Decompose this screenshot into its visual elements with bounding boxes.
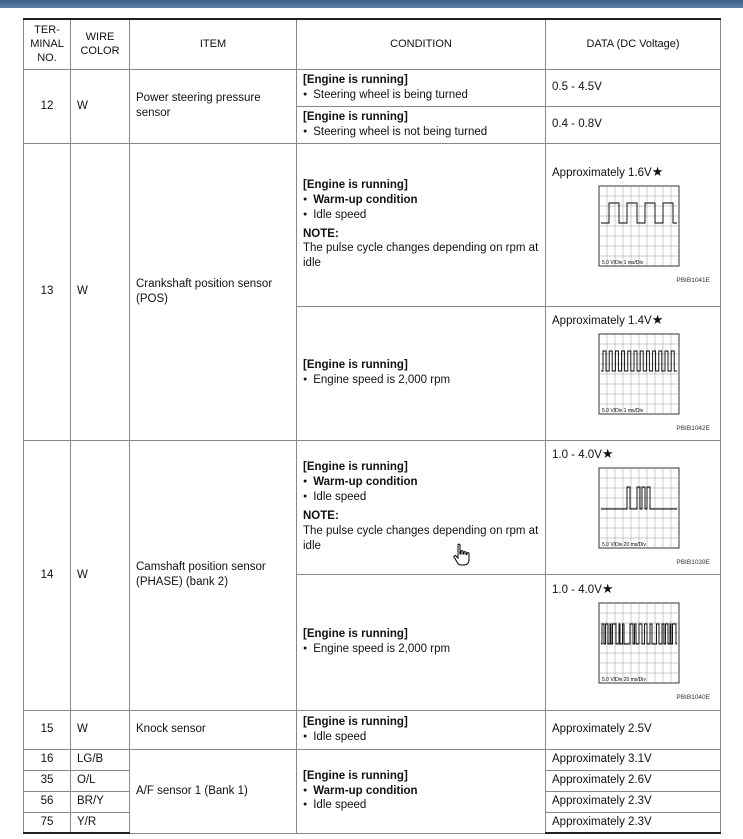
condition xyxy=(297,69,546,106)
condition xyxy=(297,710,546,749)
condition xyxy=(297,574,546,710)
note-text: The pulse cycle changes depending on rpm at idle xyxy=(303,524,539,552)
scope-scale-label: 5.0 V/Div 20 ms/Div xyxy=(602,677,646,684)
data-cell xyxy=(546,143,721,306)
terminal-no: 35 xyxy=(24,770,71,791)
item: Crankshaft position sensor (POS) xyxy=(130,143,297,440)
header-data: DATA (DC Voltage) xyxy=(546,19,721,69)
terminal-no: 13 xyxy=(24,143,71,440)
figure-id: PBIB1042E xyxy=(676,425,710,433)
terminal-no: 14 xyxy=(24,440,71,710)
figure-id: PBIB1041E xyxy=(676,276,710,284)
condition-bullet: ● Idle speed xyxy=(303,730,539,745)
data-value: Approximately 2.3V xyxy=(546,812,721,833)
wire-color: W xyxy=(71,69,130,143)
oscilloscope-waveform xyxy=(598,467,680,557)
data-value: 0.4 - 0.8V xyxy=(546,106,721,143)
data-value: Approximately 1.4V xyxy=(552,315,652,328)
data-cell xyxy=(546,306,721,440)
item: Knock sensor xyxy=(130,710,297,749)
terminal-no: 15 xyxy=(24,710,71,749)
data-value: Approximately 3.1V xyxy=(546,749,721,770)
wire-color: W xyxy=(71,440,130,710)
terminal-no: 12 xyxy=(24,69,71,143)
terminal-no: 56 xyxy=(24,791,71,812)
star-icon: ★ xyxy=(601,446,614,462)
condition-header: [Engine is running] xyxy=(303,715,408,728)
condition-bullet: ● Idle speed xyxy=(303,798,539,813)
item: A/F sensor 1 (Bank 1) xyxy=(130,749,297,833)
oscilloscope-waveform xyxy=(598,185,680,275)
table-row xyxy=(24,749,721,770)
scope-scale-label: 5.0 V/Div 20 ms/Div xyxy=(602,542,646,549)
item: Camshaft position sensor (PHASE) (bank 2) xyxy=(130,440,297,710)
condition-bullet: ● Idle speed xyxy=(303,490,539,505)
wire-color: LG/B xyxy=(71,749,130,770)
condition-header: [Engine is running] xyxy=(303,178,408,191)
condition xyxy=(297,106,546,143)
data-cell xyxy=(546,440,721,574)
data-value: Approximately 2.3V xyxy=(546,791,721,812)
header-item: ITEM xyxy=(130,19,297,69)
data-value: 1.0 - 4.0V xyxy=(552,584,602,597)
condition-header: [Engine is running] xyxy=(303,110,408,123)
condition-bullet: ● Idle speed xyxy=(303,208,539,223)
wire-color: W xyxy=(71,143,130,440)
header-terminal: TER- MINAL NO. xyxy=(24,19,71,69)
data-cell xyxy=(546,574,721,710)
data-value: Approximately 2.5V xyxy=(546,710,721,749)
wire-color: Y/R xyxy=(71,812,130,833)
note-label: NOTE: xyxy=(303,227,339,240)
terminal-no: 75 xyxy=(24,812,71,833)
condition xyxy=(297,306,546,440)
table-row xyxy=(24,440,721,574)
condition-bullet: ● Engine speed is 2,000 rpm xyxy=(303,373,539,388)
condition-bullet: ● Steering wheel is being turned xyxy=(303,88,539,103)
table-row xyxy=(24,69,721,106)
oscilloscope-waveform xyxy=(598,333,680,423)
wire-color: W xyxy=(71,710,130,749)
waveform-trace xyxy=(601,624,677,644)
hand-pointer-icon xyxy=(452,543,472,567)
condition xyxy=(297,143,546,306)
table-row xyxy=(24,710,721,749)
condition-bullet: ● Engine speed is 2,000 rpm xyxy=(303,642,539,657)
condition-header: [Engine is running] xyxy=(303,73,408,86)
wire-color: O/L xyxy=(71,770,130,791)
star-icon: ★ xyxy=(651,163,664,179)
star-icon: ★ xyxy=(651,312,664,328)
data-value: 1.0 - 4.0V xyxy=(552,449,602,462)
table-header-row xyxy=(24,19,721,69)
condition-bullet: ● Warm-up condition xyxy=(303,784,539,799)
star-icon: ★ xyxy=(601,581,614,597)
scope-scale-label: 5.0 V/Div 1 ms/Div xyxy=(602,259,644,266)
condition-header: [Engine is running] xyxy=(303,769,408,782)
note-text: The pulse cycle changes depending on rpm at idle xyxy=(303,242,539,270)
condition-bullet: ● Steering wheel is not being turned xyxy=(303,125,539,140)
terminal-no: 16 xyxy=(24,749,71,770)
header-condition: CONDITION xyxy=(297,19,546,69)
data-value: Approximately 2.6V xyxy=(546,770,721,791)
condition-header: [Engine is running] xyxy=(303,359,408,372)
condition xyxy=(297,440,546,574)
condition-header: [Engine is running] xyxy=(303,628,408,641)
scope-scale-label: 5.0 V/Div 1 ms/Div xyxy=(602,408,644,415)
condition-bullet: ● Warm-up condition xyxy=(303,193,539,208)
ecm-terminal-table xyxy=(23,18,721,834)
condition-header: [Engine is running] xyxy=(303,461,408,474)
figure-id: PBIB1039E xyxy=(676,559,710,567)
oscilloscope-waveform xyxy=(598,602,680,692)
wire-color: BR/Y xyxy=(71,791,130,812)
item: Power steering pressure sensor xyxy=(130,69,297,143)
table-row xyxy=(24,143,721,306)
top-window-bar xyxy=(0,0,743,8)
header-wire-color: WIRE COLOR xyxy=(71,19,130,69)
data-value: 0.5 - 4.5V xyxy=(546,69,721,106)
note-label: NOTE: xyxy=(303,510,339,522)
data-value: Approximately 1.6V xyxy=(552,166,652,179)
condition xyxy=(297,749,546,833)
figure-id: PBIB1040E xyxy=(676,694,710,702)
condition-bullet: ● Warm-up condition xyxy=(303,475,539,490)
